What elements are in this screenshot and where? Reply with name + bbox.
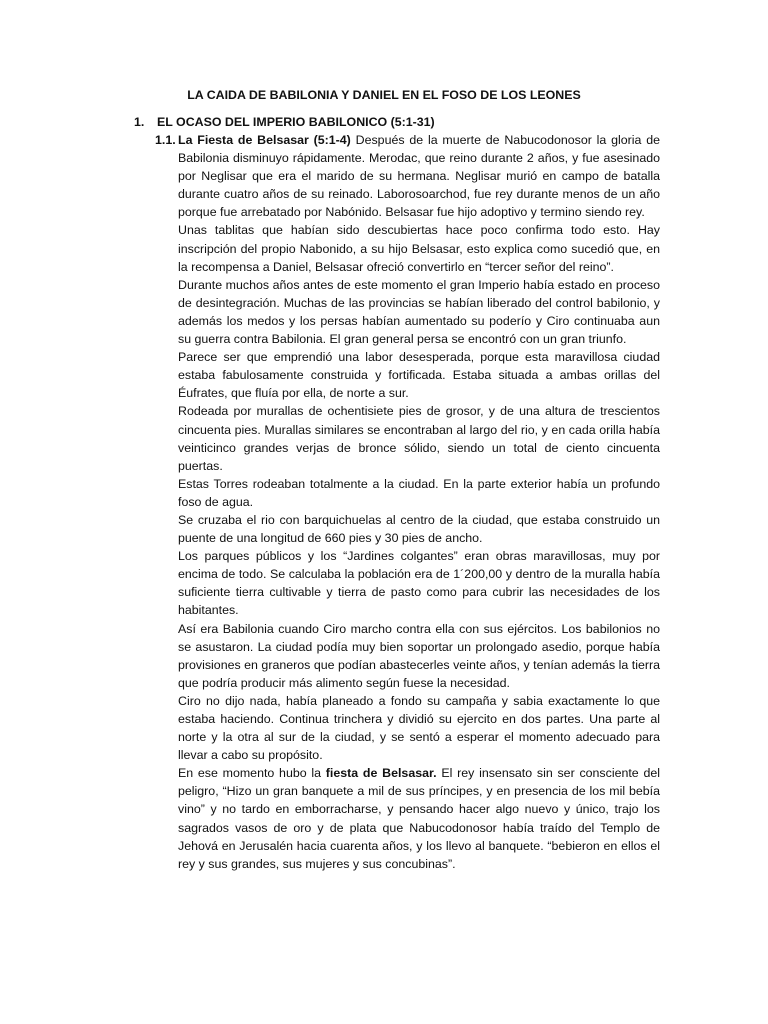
last-paragraph-after: El rey insensato sin ser consciente del peligro, “Hizo un gran banquete a mil de sus príncipes, y en presencia de los mil bebía vino” y no tardo en emborracharse, y pensando hacer algo nuevo y único, trajo los sagrados vasos de oro y de plata que Nabucodonosor había traído del Templo de Jehová en Jerusalén hacia cuarenta años, y los llevo al banquete. “bebieron en ellos el rey y sus grandes, sus mujeres y sus concubinas”. (178, 766, 660, 871)
section-heading (134, 114, 435, 130)
paragraph: Rodeada por murallas de ochentisiete pies de grosor, y de una altura de trescientos cincuenta pies. Murallas similares se encontraban al largo del rio, y en cada orilla había veinticinco grandes verjas de bronce sólido, siendo un total de ciento cincuenta puertas. (178, 404, 660, 473)
subsection-title: La Fiesta de Belsasar (5:1-4) (178, 133, 351, 147)
section-number: 1. (134, 115, 145, 129)
paragraph: Estas Torres rodeaban totalmente a la ciudad. En la parte exterior había un profundo foso de agua. (178, 476, 660, 509)
paragraph: Se cruzaba el rio con barquichuelas al centro de la ciudad, que estaba construido un puente de una longitud de 660 pies y 30 pies de ancho. (178, 512, 660, 546)
paragraph-intro (178, 131, 660, 221)
paragraph: Los parques públicos y los “Jardines colgantes” eran obras maravillosas, muy por encima de todo. Se calculaba la población era de 1´200,00 y dentro de la muralla había suficiente tierra cultivable y tierra de pasto como para cubrir las necesidades de los habitantes. (178, 549, 660, 618)
paragraph: Durante muchos años antes de este momento el gran Imperio había estado en proceso de desintegración. Muchas de las provincias se habían liberado del control babilonio, y además los medos y los persas habían aumentado su poderío y Ciro continuaba aun su guerra contra Babilonia. El gran general persa se encontró con un gran triunfo. (178, 277, 660, 347)
section-heading-text: EL OCASO DEL IMPERIO BABILONICO (5:1-31) (157, 115, 435, 129)
last-paragraph-bold: fiesta de Belsasar. (325, 766, 437, 781)
paragraph: Parece ser que emprendió una labor desesperada, porque esta maravillosa ciudad estaba fabulosamente construida y fortificada. Estaba situada a ambas orillas del Éufrates, que fluía por ella, de norte a sur. (178, 350, 660, 401)
intro-text: Después de la muerte de Nabucodonosor la gloria de Babilonia disminuyo rápidamente. Merodac, que reino durante 2 años, y fue asesinado por Neglisar que era el marido de su hermana. Neglisar murió en campo de batalla durante cuatro años de su reinado. Laborosoarchod, fue rey durante menos de un año porque fue arrebatado por Nabónido. Belsasar fue hijo adoptivo y termino siendo rey. (178, 133, 661, 220)
paragraph: Ciro no dijo nada, había planeado a fondo su campaña y sabia exactamente lo que estaba haciendo. Continua trinchera y dividió su ejercito en dos partes. Una parte al norte y la otra al sur de la ciudad, y se sentó a esperar el momento adecuado para llevar a cabo su propósito. (178, 693, 660, 763)
subsection-number: 1.1. (155, 133, 176, 147)
subsection-body (178, 131, 660, 873)
paragraph: Unas tablitas que habían sido descubiertas hace poco confirma todo esto. Hay inscripción del propio Nabonido, a su hijo Belsasar, esto explica como sucedió que, en la recompensa a Daniel, Belsasar ofreció convertirlo en “tercer señor del reino”. (178, 223, 660, 274)
last-paragraph-before: En ese momento hubo la (178, 766, 326, 781)
paragraph-last (178, 764, 660, 873)
document-title: LA CAIDA DE BABILONIA Y DANIEL EN EL FOSO DE LOS LEONES (187, 88, 581, 102)
paragraph: Así era Babilonia cuando Ciro marcho contra ella con sus ejércitos. Los babilonios no se asustaron. La ciudad podía muy bien soportar un prolongado asedio, porque había provisiones en graneros que podían abastecerles veinte años, y tenían además la tierra que podría producir más alimento según fuese la necesidad. (178, 621, 660, 690)
